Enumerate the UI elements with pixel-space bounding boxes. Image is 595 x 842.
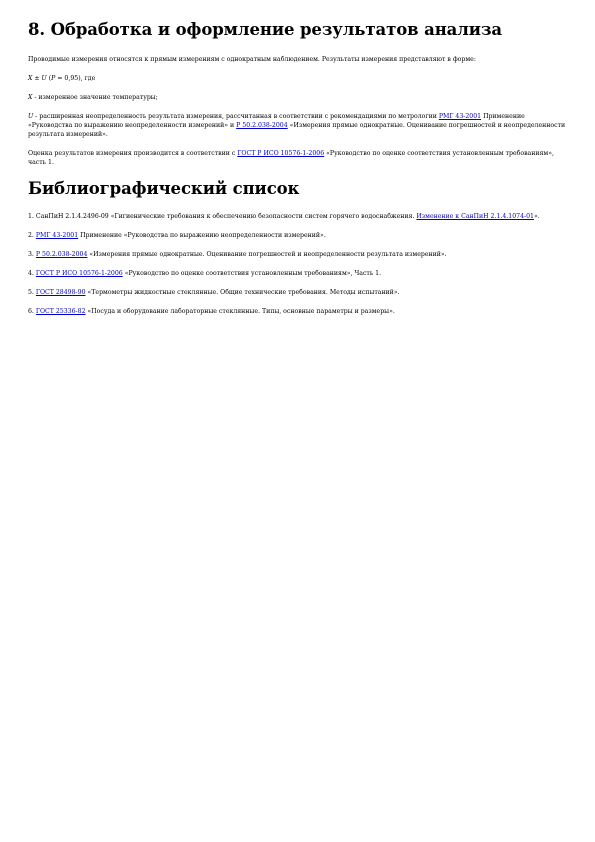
link-r-50-2-038-2004[interactable]: Р 50.2.038-2004 (236, 122, 288, 129)
bibliography-item-number: 6. (28, 308, 36, 315)
bibliography-item-number: 2. (28, 232, 36, 239)
definition-x-text: - измеренное значение температуры; (32, 94, 158, 101)
formula-p-symbol: P (51, 75, 56, 82)
bibliography-item (28, 231, 568, 240)
result-formula (28, 74, 568, 83)
definition-u-text-1: - расширенная неопределенность результата измерения, рассчитанная в соответствии с рекомендациями по метрологии (33, 113, 439, 120)
link-gost-r-iso-10576[interactable]: ГОСТ Р ИСО 10576-1-2006 (237, 150, 325, 157)
definition-u-symbol: U (28, 113, 34, 120)
document-page (28, 18, 568, 326)
bibliography-item (28, 288, 568, 297)
definition-x (28, 93, 568, 102)
bibliography-title: Библиографический список (28, 179, 300, 198)
link-sanpin-change[interactable]: Изменение к СанПиН 2.1.4.1074-01 (416, 213, 534, 220)
link-r-50-2-038-2004[interactable]: Р 50.2.038-2004 (35, 251, 88, 258)
formula-plus-minus: ± (32, 75, 42, 82)
bibliography-item-text: СанПиН 2.1.4.2496-09 «Гигиенические требования к обеспечению безопасности систем горячего водоснабжения. (35, 213, 417, 220)
link-rmg-43-2001[interactable]: РМГ 43-2001 (35, 232, 79, 239)
bibliography-item-number: 3. (28, 251, 36, 258)
bibliography-item-tail: «Посуда и оборудование лабораторные стеклянные. Типы, основные параметры и размеры». (85, 308, 395, 315)
link-gost-25336-82[interactable]: ГОСТ 25336-82 (35, 308, 86, 315)
bibliography-item (28, 250, 568, 259)
formula-rest: = 0,95), где (55, 75, 96, 82)
bibliography-item-number: 1. (28, 213, 36, 220)
definition-u (28, 112, 568, 139)
definition-u-text-3: «Измерения прямые однократные. Оценивание погрешностей и неопределенности результата измерений». (28, 122, 566, 138)
formula-u-symbol: U (41, 75, 47, 82)
bibliography-item (28, 307, 568, 316)
link-rmg-43-2001[interactable]: РМГ 43-2001 (438, 113, 482, 120)
formula-open-paren: ( (46, 75, 52, 82)
bibliography-item-tail: Применение «Руководства по выражению неопределенности измерений». (78, 232, 326, 239)
measurement-intro: Проводимые измерения относятся к прямым измерениям с однократным наблюдением. Результаты измерения представляют в форме: (28, 56, 476, 63)
definition-u-text-2: Применение «Руководства по выражению неопределенности измерений» и (28, 113, 525, 129)
bibliography-item-tail: «Термометры жидкостные стеклянные. Общие технические требования. Методы испытаний». (85, 289, 400, 296)
evaluation-text-2: «Руководство по оценке соответствия установленным требованиям», часть 1. (28, 150, 554, 166)
evaluation-paragraph (28, 149, 568, 167)
bibliography-item-tail: ». (533, 213, 540, 220)
section-title: 8. Обработка и оформление результатов анализа (28, 20, 502, 39)
bibliography-item-number: 5. (28, 289, 36, 296)
link-gost-28498-90[interactable]: ГОСТ 28498-90 (35, 289, 86, 296)
formula-x-symbol: X (28, 75, 33, 82)
link-gost-r-iso-10576[interactable]: ГОСТ Р ИСО 10576-1-2006 (35, 270, 123, 277)
bibliography-item-tail: «Руководство по оценке соответствия установленным требованиям», Часть 1. (122, 270, 382, 277)
evaluation-text-1: Оценка результатов измерения производится в соответствии с (28, 150, 238, 157)
bibliography-item-number: 4. (28, 270, 36, 277)
bibliography-item (28, 212, 568, 221)
bibliography-item (28, 269, 568, 278)
definition-x-symbol: X (28, 94, 33, 101)
bibliography-item-tail: «Измерения прямые однократные. Оценивание погрешностей и неопределенности результата измерений». (87, 251, 447, 258)
